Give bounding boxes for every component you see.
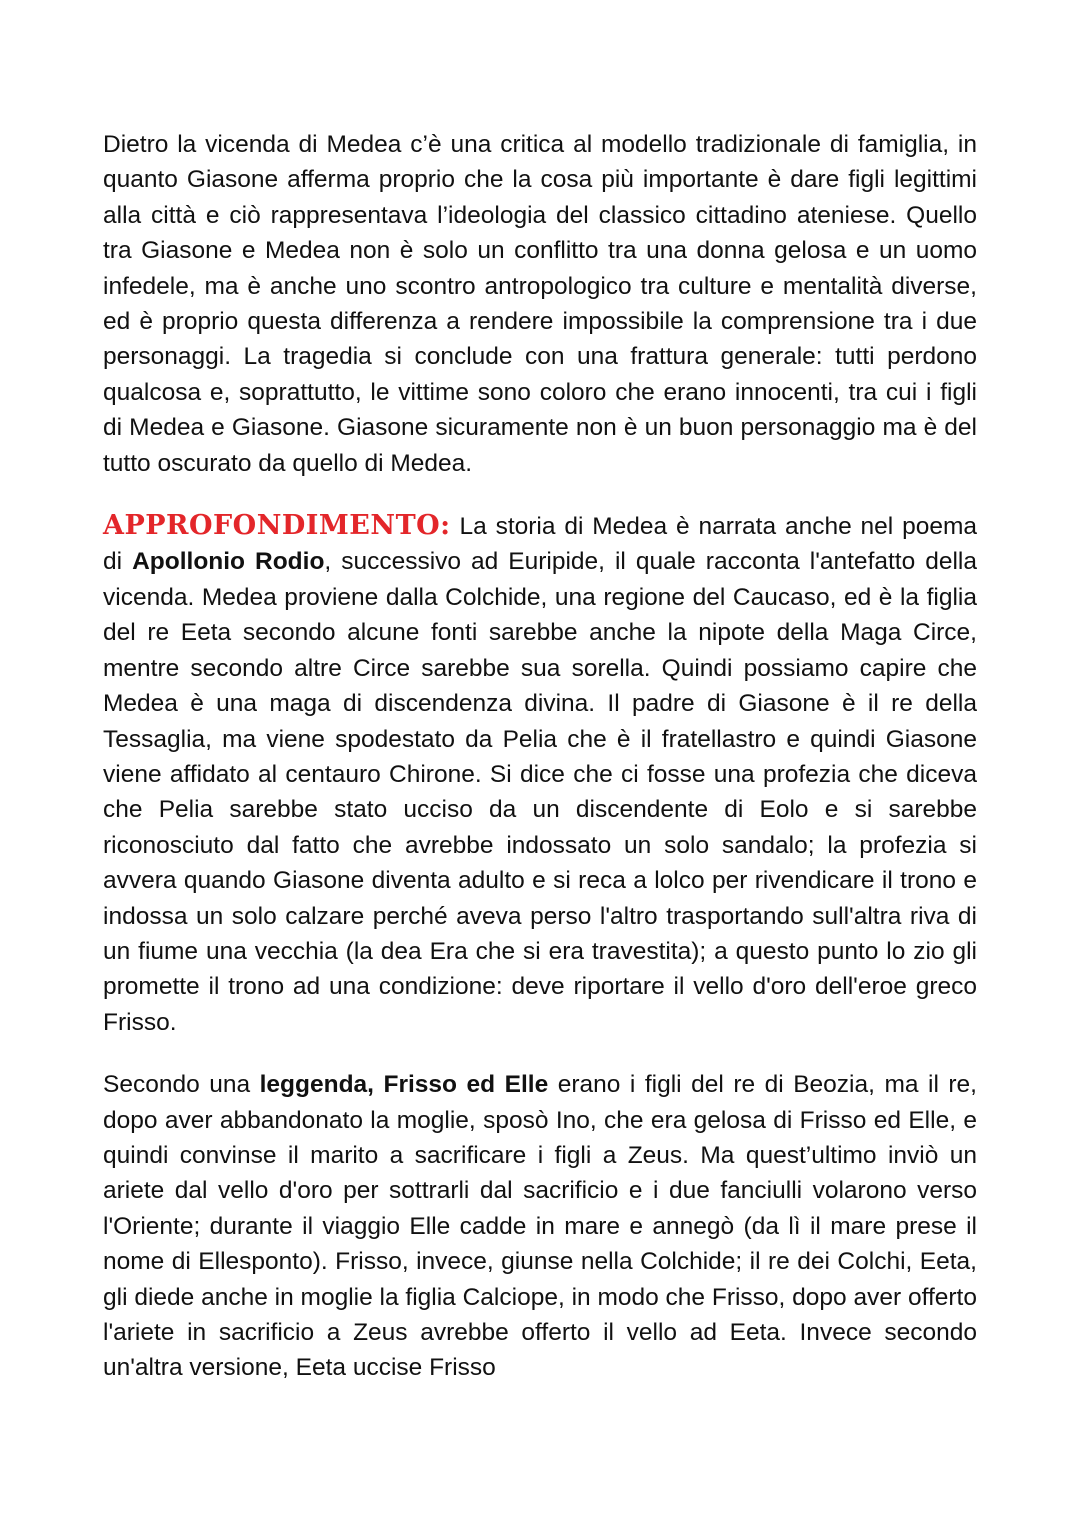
leggenda-body: erano i figli del re di Beozia, ma il re, dopo aver abbandonato la moglie, sposò Ino, che era gelosa di Frisso ed Elle, e quindi convinse il marito a sacrificare i figli a Zeus. Ma quest’ultimo inviò un ariete dal vello d'oro per sottrarli dal sacrificio e i due fanciulli volarono verso l'Oriente; durante il viaggio Elle cadde in mare e annegò (da lì il mare prese il nome di Ellesponto). Frisso, invece, giunse nella Colchide; il re dei Colchi, Eeta, gli diede anche in moglie la figlia Calciope, in modo che Frisso, dopo aver offerto l'ariete in sacrificio a Zeus avrebbe offerto il vello ad Eeta. Invece secondo un'altra versione, Eeta uccise Frisso xyxy=(103,1071,977,1382)
paragraph-approfondimento xyxy=(103,508,977,1040)
document-page xyxy=(103,127,977,1386)
approfondimento-heading: APPROFONDIMENTO: xyxy=(103,510,451,542)
leggenda-bold: leggenda, Frisso ed Elle xyxy=(259,1071,549,1099)
approfondimento-author: Apollonio Rodio xyxy=(132,548,325,576)
approfondimento-body: , successivo ad Euripide, il quale racconta l'antefatto della vicenda. Medea proviene dalla Colchide, una regione del Caucaso, ed è la figlia del re Eeta secondo alcune fonti sarebbe anche la nipote della Maga Circe, mentre secondo altre Circe sarebbe sua sorella. Quindi possiamo capire che Medea è una maga di discendenza divina. Il padre di Giasone è il re della Tessaglia, ma viene spodestato da Pelia che è il fratellastro e quindi Giasone viene affidato al centauro Chirone. Si dice che ci fosse una profezia che diceva che Pelia sarebbe stato ucciso da un discendente di Eolo e si sarebbe riconosciuto dal fatto che avrebbe indossato un solo sandalo; la profezia si avvera quando Giasone diventa adulto e si reca a lolco per rivendicare il trono e indossa un solo calzare perché aveva perso l'altro trasportando sull'altra riva di un fiume una vecchia (la dea Era che si era travestita); a questo punto lo zio gli promette il trono ad una condizione: deve riportare il vello d'oro dell'eroe greco Frisso. xyxy=(103,548,977,1036)
approfondimento-intro: La storia di Medea è narrata anche nel poema di xyxy=(103,513,977,576)
paragraph-leggenda xyxy=(103,1067,977,1386)
leggenda-intro: Secondo una xyxy=(103,1071,260,1099)
paragraph-medea-critique: Dietro la vicenda di Medea c’è una critica al modello tradizionale di famiglia, in quanto Giasone afferma proprio che la cosa più importante è dare figli legittimi alla città e ciò rappresentava l’ideologia del classico cittadino ateniese. Quello tra Giasone e Medea non è solo un conflitto tra una donna gelosa e un uomo infedele, ma è anche uno scontro antropologico tra culture e mentalità diverse, ed è proprio questa differenza a rendere impossibile la comprensione tra i due personaggi. La tragedia si conclude con una frattura generale: tutti perdono qualcosa e, soprattutto, le vittime sono coloro che erano innocenti, tra cui i figli di Medea e Giasone. Giasone sicuramente non è un buon personaggio ma è del tutto oscurato da quello di Medea. xyxy=(103,131,977,477)
